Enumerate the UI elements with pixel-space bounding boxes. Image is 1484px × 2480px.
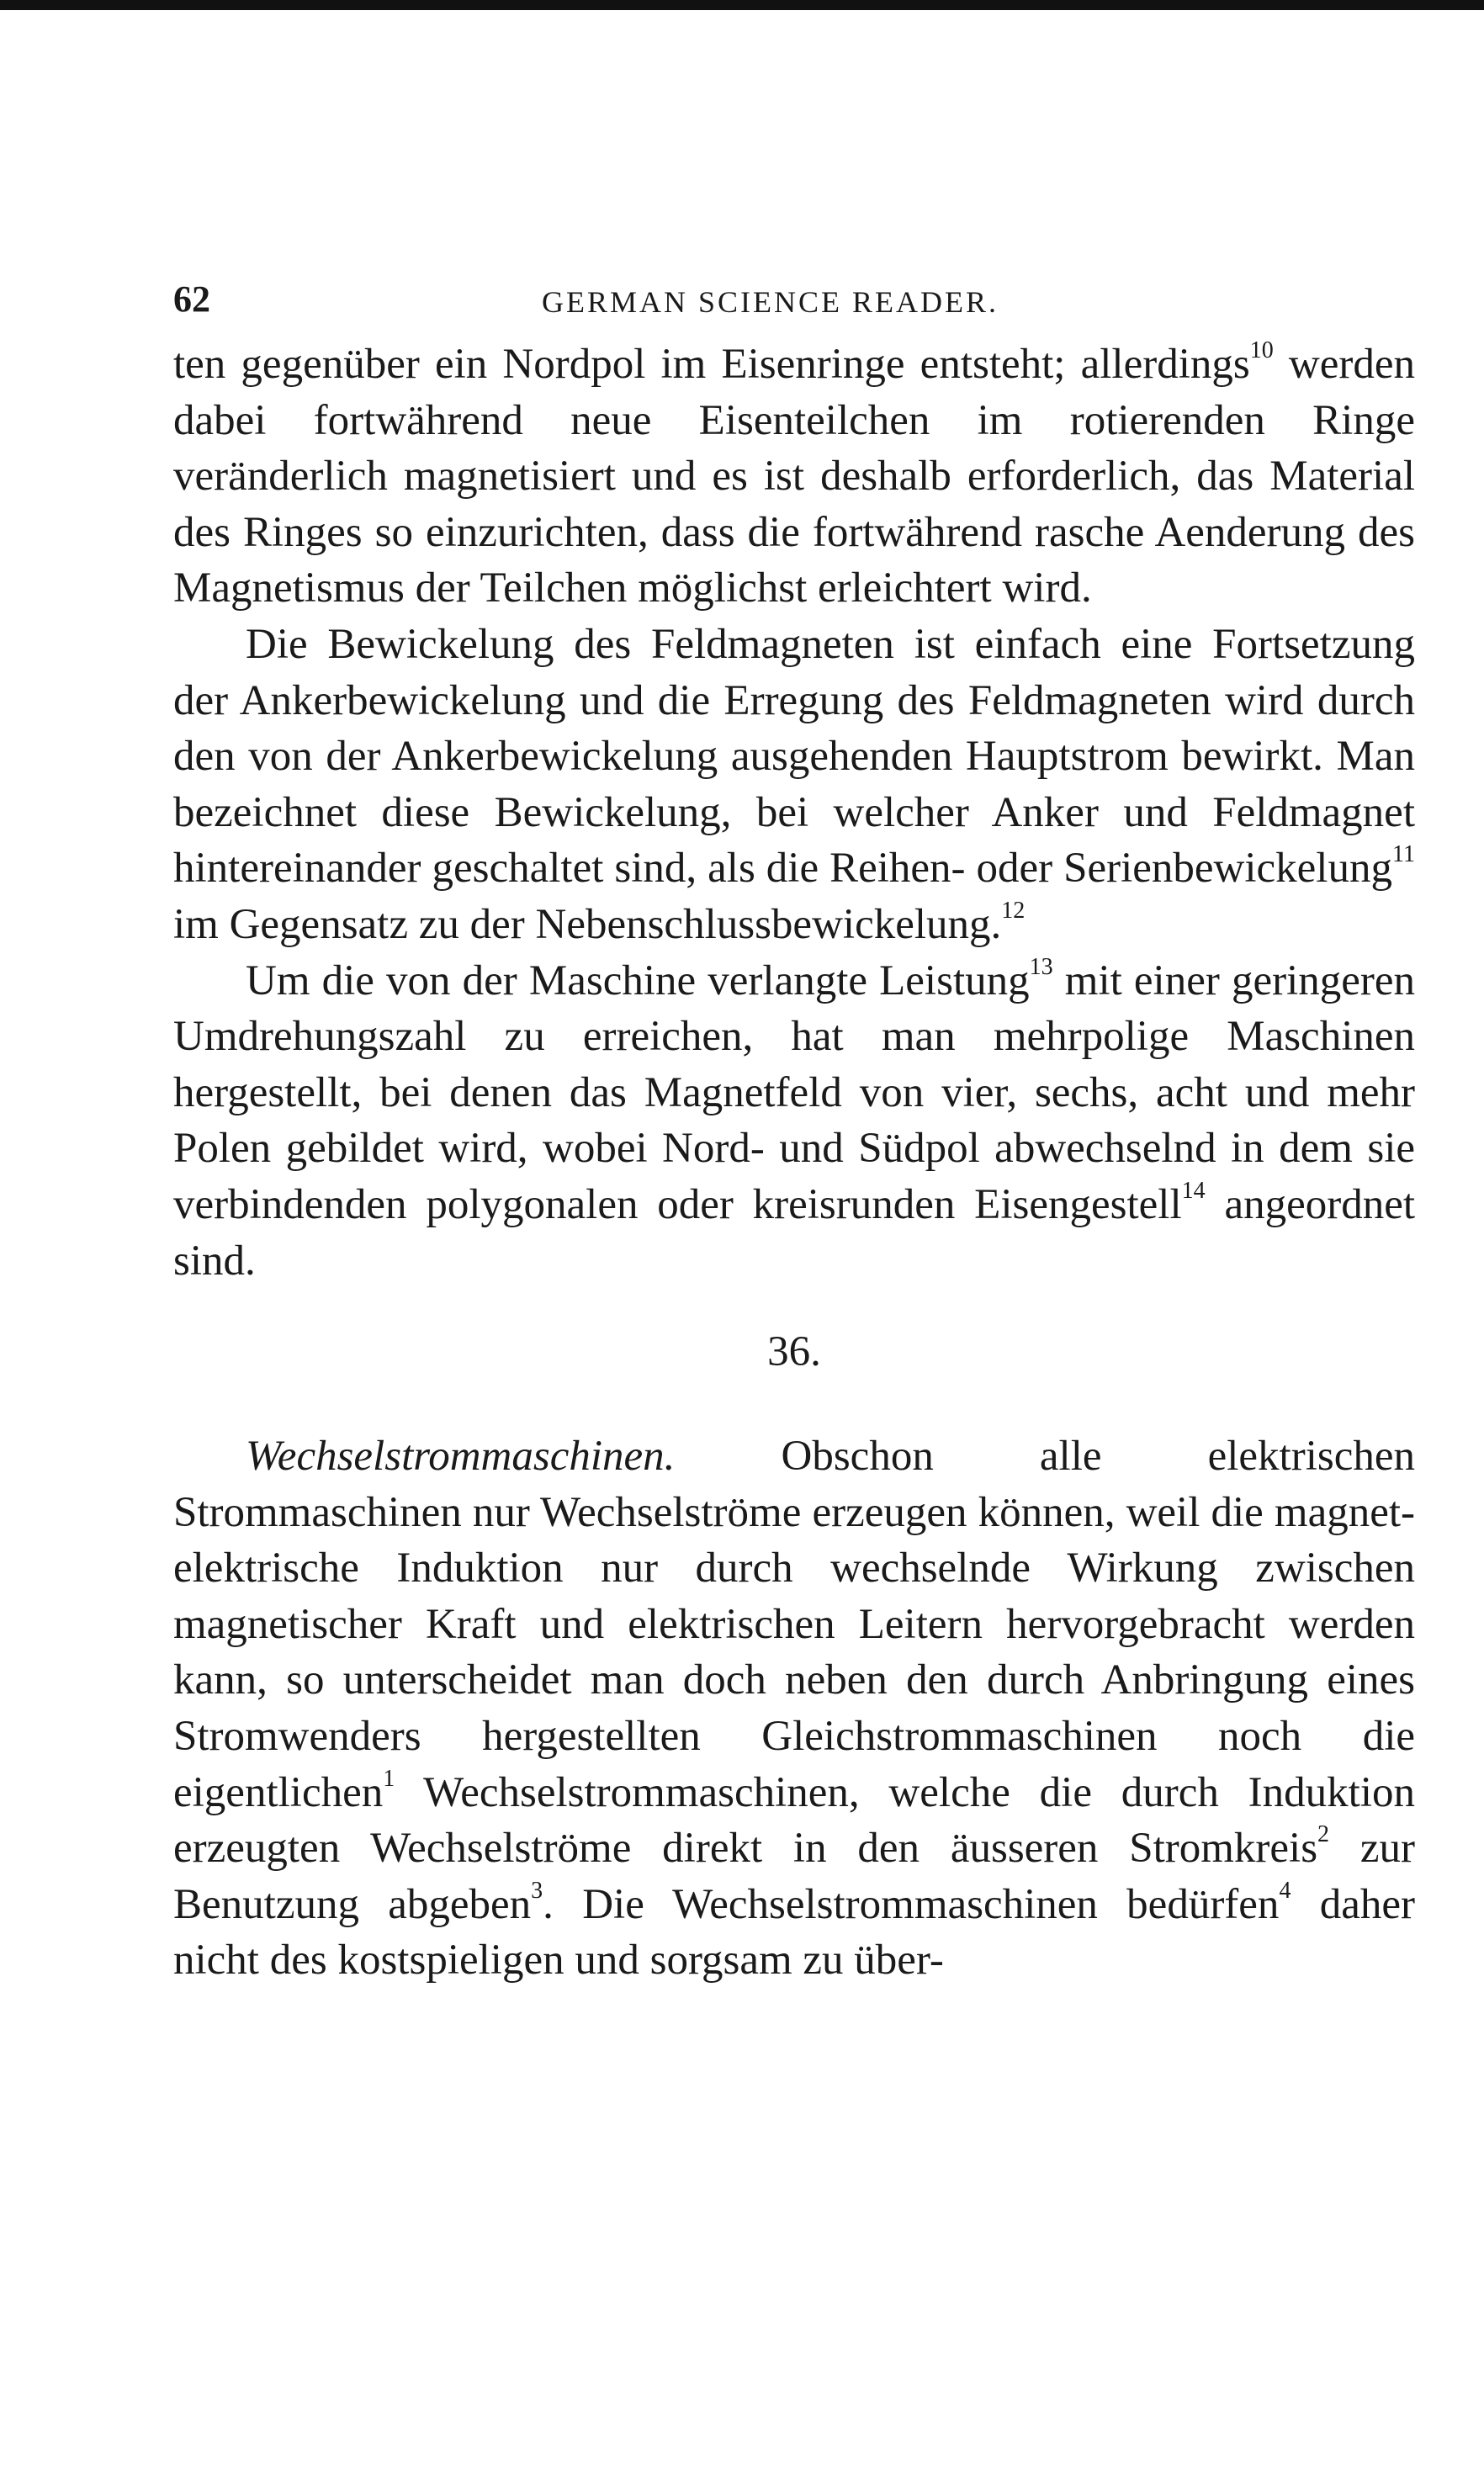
footnote-marker: 10 [1249,337,1274,364]
page-number: 62 [173,278,210,320]
footnote-marker: 4 [1279,1878,1291,1905]
paragraph-continuation: ten gegenüber ein Nordpol im Eisenringe entsteht; allerdings$^{10}$ werden dabei fortwährend neue Eisenteilchen im rotierenden Ringe veränderlich magnetisiert und es ist deshalb erforderlich, das Material des Ringes so einzurichten, dass die fortwährend rasche Aenderung des Magnetismus der Teilchen möglichst erleichtert wird. [173,337,1415,612]
running-title: GERMAN SCIENCE READER. [542,285,999,319]
section-number: 36. [767,1328,821,1376]
footnote-marker: 14 [1181,1178,1206,1205]
paragraph-field-winding: Die Bewickelung des Feldmagneten ist einfach eine Fortsetzung der Ankerbewickelung und die Erregung des Feldmagneten wird durch den von der Ankerbewickelung ausgehenden Hauptstrom bewirkt. Man bezeichnet diese Bewickelung, bei welcher Anker und Feldmagnet hintereinander geschaltet sind, als die Reihen- oder Serienbewickelung$^{11}$ im Gegensatz zu der Nebenschlussbewickelung.$^{12}$ [173,620,1415,948]
running-head [173,278,1415,336]
footnote-marker: 1 [383,1765,395,1792]
section-title: Wechselstrommaschinen. [246,1433,676,1481]
book-page [173,278,1415,1989]
footnote-marker: 2 [1317,1821,1330,1848]
top-border-rule [0,0,1484,10]
paragraph-multipolar: Um die von der Maschine verlangte Leistung$^{13}$ mit einer geringeren Umdrehungszahl zu erreichen, hat man mehrpolige Maschinen hergestellt, bei denen das Magnetfeld von vier, sechs, acht und mehr Polen gebildet wird, wobei Nord- und Südpol abwechselnd in dem sie verbindenden polygonalen oder kreisrunden Eisengestell$^{14}$ angeordnet sind. [173,953,1416,1285]
paragraph-alternators: Wechselstrommaschinen. Obschon alle elektrischen Strommaschinen nur Wechselströme erzeugen können, weil die magnet-elektrische Induktion nur durch wechselnde Wirkung zwischen magnetischer Kraft und elektrischen Leitern hervorgebracht werden kann, so unterscheidet man doch neben den durch Anbringung eines Stromwenders hergestellten Gleichstrommaschinen noch die eigentlichen$^1$ Wechselstrommaschinen, welche die durch Induktion erzeugten Wechselströme direkt in den äusseren Stromkreis$^2$ zur Benutzung abgeben$^3$. Die Wechselstrommaschinen bedürfen$^4$ daher nicht des kostspieligen und sorgsam zu über- [173,1433,1415,1985]
footnote-marker: 3 [531,1878,543,1905]
footnote-marker: 13 [1029,953,1053,980]
footnote-marker: 12 [1001,898,1026,925]
footnote-marker: 11 [1391,841,1415,868]
